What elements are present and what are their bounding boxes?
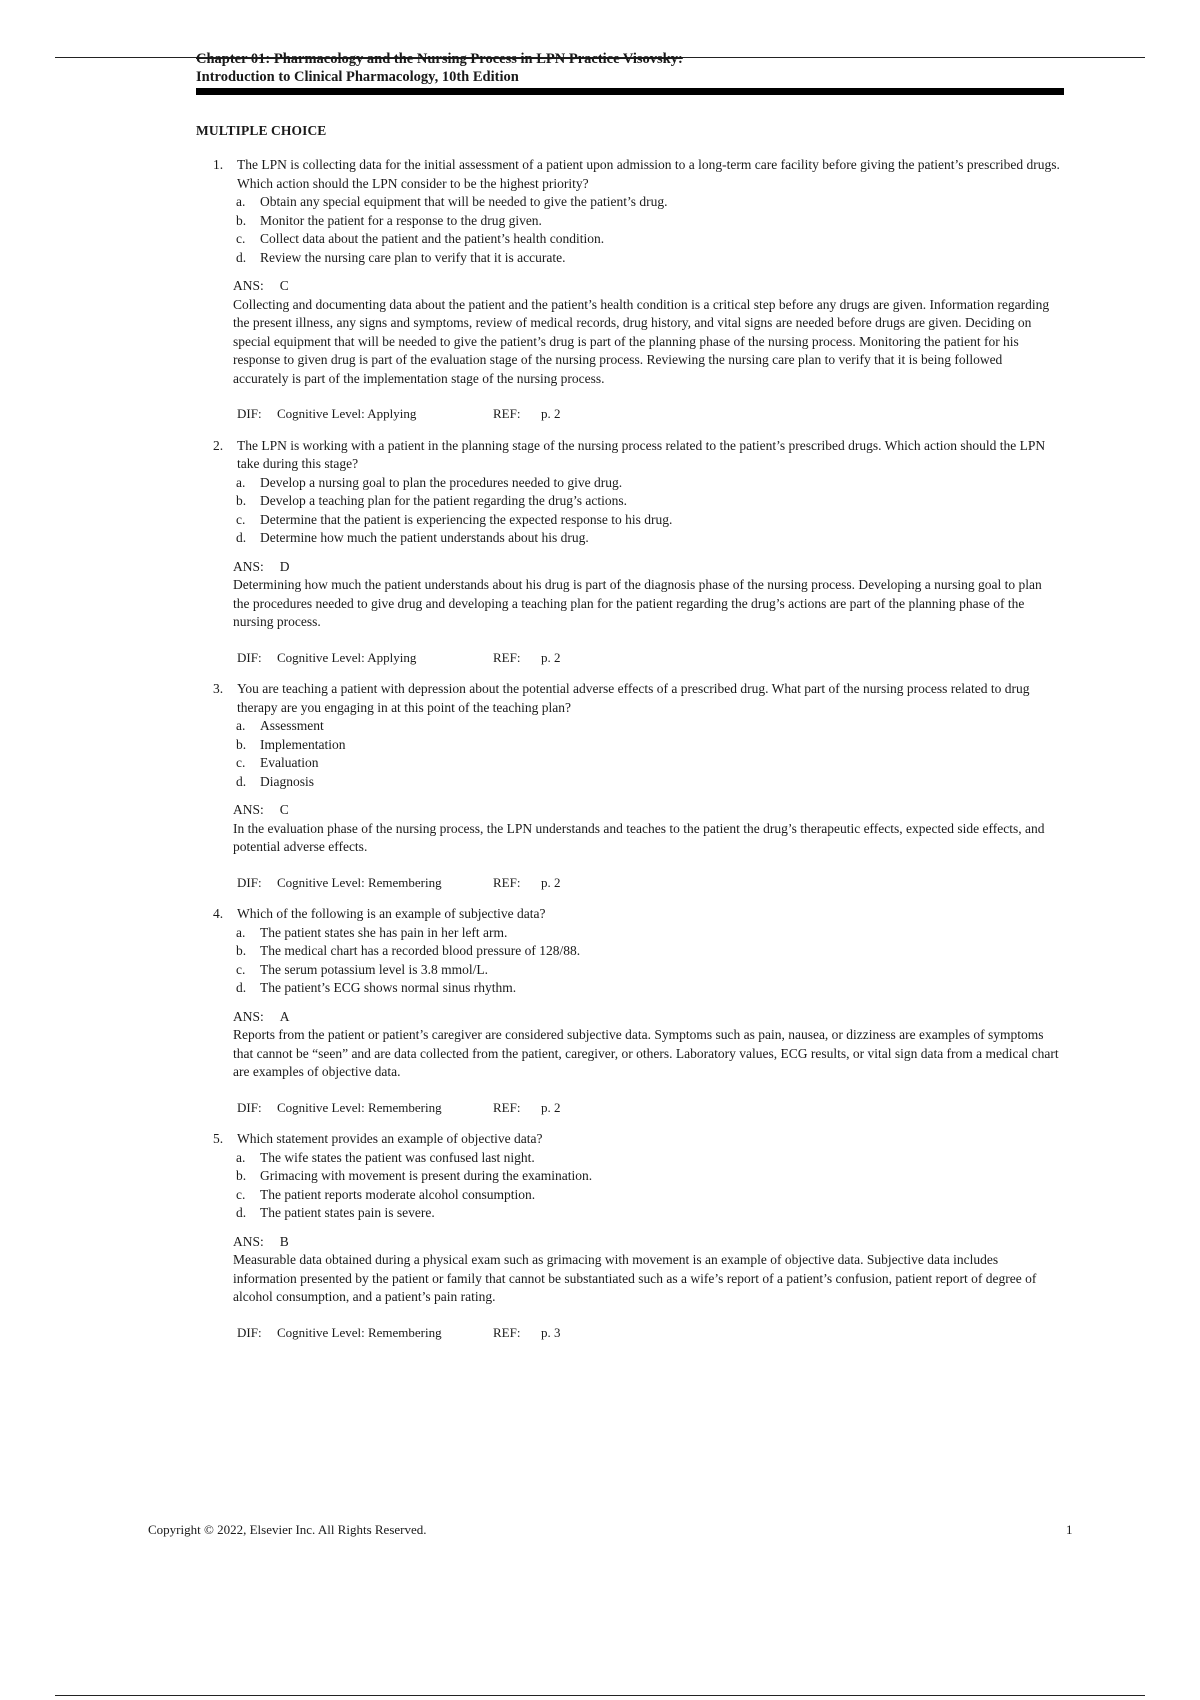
question-item (213, 156, 1063, 424)
difficulty-label: DIF: (237, 1324, 262, 1340)
question-text: Which statement provides an example of objective data? (237, 1131, 543, 1146)
answer-choice (213, 249, 1063, 268)
question-number: 5. (213, 1131, 224, 1146)
answer-block (213, 1233, 1063, 1343)
answer-choice (213, 230, 1063, 249)
choice-list (213, 193, 1063, 267)
question-stem (213, 1130, 1063, 1149)
choice-letter: b. (236, 736, 247, 752)
choice-letter: a. (236, 194, 246, 209)
answer-label: ANS: (233, 558, 264, 574)
question-number: 4. (213, 906, 224, 921)
choice-text: The medical chart has a recorded blood pressure of 128/88. (260, 943, 581, 958)
answer-choice (213, 511, 1063, 530)
question-item (213, 1130, 1063, 1342)
answer-choice (213, 1186, 1063, 1205)
choice-text: Develop a nursing goal to plan the procedures needed to give drug. (260, 474, 623, 490)
answer-line (233, 277, 1063, 296)
difficulty-value: Cognitive Level: Applying (277, 406, 417, 421)
choice-letter: a. (236, 718, 246, 733)
choice-text: Implementation (260, 736, 346, 752)
choice-text: Assessment (260, 718, 324, 733)
answer-choice (213, 1149, 1063, 1168)
choice-text: Monitor the patient for a response to the drug given. (260, 212, 542, 228)
question-text: The LPN is collecting data for the initial assessment of a patient upon admission to a long-term care facility before giving the patient’s prescribed drugs. Which action should the LPN consider to be the highest priority? (237, 157, 1060, 191)
choice-text: The wife states the patient was confused last night. (260, 1149, 535, 1165)
choice-text: Obtain any special equipment that will be needed to give the patient’s drug. (260, 194, 668, 209)
answer-line (233, 801, 1063, 820)
choice-text: The patient’s ECG shows normal sinus rhythm. (260, 980, 517, 995)
choice-letter: a. (236, 924, 246, 940)
answer-value: A (279, 1008, 290, 1024)
choice-list (213, 924, 1063, 998)
reference-value: p. 2 (541, 874, 561, 890)
header-rule (196, 88, 1064, 95)
choice-letter: b. (236, 493, 247, 508)
page-number: 1 (1066, 1522, 1073, 1537)
reference-value: p. 2 (541, 649, 561, 665)
question-item (213, 905, 1063, 1117)
answer-rationale: Collecting and documenting data about the patient and the patient’s health condition is a critical step before any drugs are given. Information regarding the present illness, any signs and symptoms, review of medical records, drug history, and vital signs are needed before drugs are given. Deciding on special equipment that will be needed to give the patient’s drug is part of the planning phase of the nursing process. Monitoring the patient for his response to given drug is part of the evaluation stage of the nursing process. Reviewing the nursing care plan to verify that it is being followed accurately is part of the implementation stage of the nursing process. (233, 296, 1050, 386)
choice-text: The patient reports moderate alcohol consumption. (260, 1186, 536, 1202)
choice-list (213, 474, 1063, 548)
question-text: Which of the following is an example of subjective data? (237, 906, 546, 921)
choice-letter: a. (236, 474, 246, 490)
choice-list (213, 717, 1063, 791)
answer-line (233, 1233, 1063, 1252)
choice-list (213, 1149, 1063, 1223)
reference-value: p. 2 (541, 406, 561, 421)
reference-label: REF: (493, 874, 521, 890)
answer-line (233, 558, 1063, 577)
choice-text: Diagnosis (260, 773, 314, 789)
answer-choice (213, 717, 1063, 736)
question-stem (213, 437, 1063, 474)
difficulty-value: Cognitive Level: Remembering (277, 1099, 442, 1115)
choice-letter: d. (236, 530, 247, 545)
difficulty-label: DIF: (237, 649, 262, 665)
answer-label: ANS: (233, 802, 264, 817)
answer-choice (213, 193, 1063, 212)
question-item (213, 437, 1063, 668)
question-number: 1. (213, 157, 224, 172)
answer-block (213, 277, 1063, 424)
answer-choice (213, 474, 1063, 493)
question-item (213, 680, 1063, 892)
choice-letter: b. (236, 212, 247, 228)
answer-label: ANS: (233, 278, 264, 293)
choice-text: The patient states pain is severe. (260, 1205, 435, 1220)
question-list (213, 156, 1063, 1355)
answer-choice (213, 942, 1063, 961)
document-header (196, 50, 1076, 86)
choice-text: The serum potassium level is 3.8 mmol/L. (260, 961, 488, 977)
question-metadata (233, 405, 1063, 424)
choice-text: Review the nursing care plan to verify that it is accurate. (260, 249, 566, 265)
answer-choice (213, 773, 1063, 792)
reference-label: REF: (493, 1324, 521, 1340)
question-stem (213, 905, 1063, 924)
difficulty-label: DIF: (237, 406, 262, 421)
choice-letter: b. (236, 943, 247, 958)
difficulty-value: Cognitive Level: Remembering (277, 1324, 442, 1340)
question-text: You are teaching a patient with depression about the potential adverse effects of a prescribed drug. What part of the nursing process related to drug therapy are you engaging in at this point of the teaching plan? (237, 681, 1030, 715)
choice-letter: a. (236, 1149, 246, 1165)
choice-text: Evaluation (260, 755, 319, 770)
answer-choice (213, 924, 1063, 943)
question-metadata (233, 649, 1063, 668)
difficulty-value: Cognitive Level: Applying (277, 649, 417, 665)
choice-text: Determine that the patient is experiencing the expected response to his drug. (260, 511, 673, 527)
question-stem (213, 680, 1063, 717)
question-number: 2. (213, 437, 224, 453)
choice-letter: c. (236, 755, 246, 770)
footer-copyright: Copyright © 2022, Elsevier Inc. All Rights Reserved. (148, 1522, 427, 1537)
choice-text: The patient states she has pain in her left arm. (260, 924, 508, 940)
choice-text: Grimacing with movement is present during the examination. (260, 1168, 593, 1183)
answer-label: ANS: (233, 1233, 264, 1249)
answer-rationale: Measurable data obtained during a physical exam such as grimacing with movement is an example of objective data. Subjective data includes information presented by the patient or family that cannot be substantiated such as a wife’s report of a patient’s confusion, patient report of degree of alcohol consumption, and a patient’s pain rating. (233, 1252, 1037, 1304)
difficulty-label: DIF: (237, 1099, 262, 1115)
choice-letter: d. (236, 773, 247, 789)
question-metadata (233, 874, 1063, 893)
reference-label: REF: (493, 1099, 521, 1115)
answer-choice (213, 1167, 1063, 1186)
answer-block (213, 558, 1063, 668)
reference-label: REF: (493, 406, 521, 421)
answer-block (213, 1008, 1063, 1118)
answer-block (213, 801, 1063, 892)
choice-letter: c. (236, 961, 246, 977)
answer-value: D (279, 558, 290, 574)
header-chapter-title: Chapter 01: Pharmacology and the Nursing Process in LPN Practice Visovsky: (196, 51, 683, 67)
answer-line (233, 1008, 1063, 1027)
section-heading: MULTIPLE CHOICE (196, 123, 327, 138)
answer-value: C (279, 802, 289, 817)
answer-choice (213, 979, 1063, 998)
question-metadata (233, 1324, 1063, 1343)
answer-choice (213, 961, 1063, 980)
question-metadata (233, 1099, 1063, 1118)
answer-choice (213, 529, 1063, 548)
answer-choice (213, 754, 1063, 773)
difficulty-value: Cognitive Level: Remembering (277, 874, 442, 890)
answer-rationale: Reports from the patient or patient’s caregiver are considered subjective data. Symptoms such as pain, nausea, or dizziness are examples of symptoms that cannot be “seen” and are data collected from the patient, caregiver, or others. Laboratory values, ECG results, or vital sign data from a medical chart are examples of objective data. (233, 1027, 1059, 1079)
question-number: 3. (213, 681, 224, 696)
choice-letter: d. (236, 1205, 247, 1220)
choice-text: Collect data about the patient and the patient’s health condition. (260, 231, 605, 246)
answer-choice (213, 212, 1063, 231)
answer-rationale: In the evaluation phase of the nursing process, the LPN understands and teaches to the patient the drug’s therapeutic effects, expected side effects, and potential adverse effects. (233, 820, 1045, 854)
choice-text: Determine how much the patient understands about his drug. (260, 530, 589, 545)
difficulty-label: DIF: (237, 874, 262, 890)
choice-letter: d. (236, 980, 247, 995)
reference-value: p. 2 (541, 1099, 561, 1115)
answer-choice (213, 492, 1063, 511)
answer-value: B (279, 1233, 289, 1249)
reference-value: p. 3 (541, 1324, 561, 1340)
answer-rationale: Determining how much the patient understands about his drug is part of the diagnosis phase of the nursing process. Developing a nursing goal to plan the procedures needed to give drug and developing a teaching plan for the patient regarding the drug’s actions are part of the planning phase of the nursing process. (233, 577, 1042, 629)
choice-letter: d. (236, 249, 247, 265)
answer-choice (213, 1204, 1063, 1223)
choice-letter: c. (236, 1186, 246, 1202)
choice-letter: c. (236, 231, 246, 246)
answer-label: ANS: (233, 1008, 264, 1024)
header-book-title: Introduction to Clinical Pharmacology, 10th Edition (196, 69, 519, 85)
bottom-rule (55, 1695, 1145, 1696)
choice-letter: b. (236, 1168, 247, 1183)
answer-choice (213, 736, 1063, 755)
question-stem (213, 156, 1063, 193)
reference-label: REF: (493, 649, 521, 665)
choice-letter: c. (236, 511, 246, 527)
answer-value: C (279, 278, 289, 293)
choice-text: Develop a teaching plan for the patient regarding the drug’s actions. (260, 493, 627, 508)
question-text: The LPN is working with a patient in the planning stage of the nursing process related to the patient’s prescribed drugs. Which action should the LPN take during this stage? (237, 437, 1046, 471)
